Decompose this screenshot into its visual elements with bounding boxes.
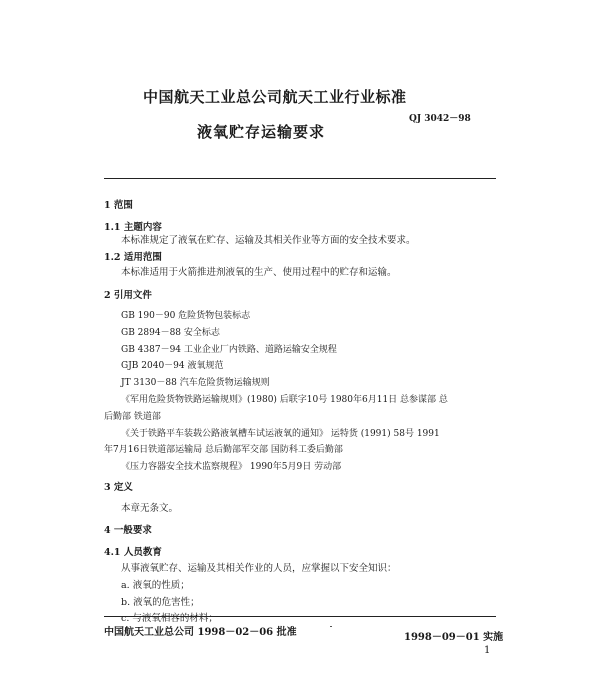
standard-header: 中国航天工业总公司航天工业行业标准 (143, 88, 407, 106)
section-1-1-heading: 1.1 主题内容 (104, 222, 162, 233)
reference-item: GB 2894－88 安全标志 (121, 328, 220, 338)
section-4-heading: 4 一般要求 (104, 525, 152, 536)
section-3-heading: 3 定义 (104, 482, 133, 493)
approval-statement: 中国航天工业总公司 1998－02－06 批准 (104, 627, 297, 638)
section-1-1-text: 本标准规定了液氧在贮存、运输及其相关作业等方面的安全技术要求。 (121, 235, 416, 246)
bottom-divider (104, 616, 496, 617)
section-1-2-text: 本标准适用于火箭推进剂液氧的生产、使用过程中的贮存和运输。 (121, 267, 397, 278)
reference-item: GJB 2040－94 液氧规范 (121, 361, 224, 371)
standard-code: QJ 3042－98 (409, 114, 471, 124)
top-divider (104, 178, 496, 179)
reference-item-continuation: 后勤部 铁道部 (104, 412, 161, 422)
reference-item: 《军用危险货物铁路运输规则》(1980) 后联字10号 1980年6月11日 总参谋部 总 (121, 395, 448, 405)
list-item: c. 与液氧相容的材料； (121, 613, 218, 624)
section-3-text: 本章无条文。 (121, 503, 179, 514)
page-number: 1 (484, 645, 491, 656)
reference-item: GB 190－90 危险货物包装标志 (121, 311, 251, 321)
section-1-heading: 1 范围 (104, 200, 133, 211)
section-4-1-text: 从事液氧贮存、运输及其相关作业的人员，应掌握以下安全知识： (121, 563, 397, 574)
section-4-1-heading: 4.1 人员教育 (104, 547, 162, 558)
scan-speck (330, 626, 332, 627)
list-item: a. 液氧的性质； (121, 580, 190, 591)
section-2-heading: 2 引用文件 (104, 290, 152, 301)
reference-item-continuation: 年7月16日铁道部运输局 总后勤部军交部 国防科工委后勤部 (104, 445, 343, 455)
document-title: 液氧贮存运输要求 (197, 123, 326, 141)
section-1-2-heading: 1.2 适用范围 (104, 252, 162, 263)
list-item: b. 液氧的危害性； (121, 597, 200, 608)
reference-item: 《压力容器安全技术监察规程》 1990年5月9日 劳动部 (121, 462, 342, 472)
reference-item: JT 3130－88 汽车危险货物运输规则 (121, 378, 270, 388)
reference-item: 《关于铁路平车装载公路液氧槽车试运液氧的通知》 运特货 (1991) 58号 1991 (121, 429, 440, 439)
reference-item: GB 4387－94 工业企业厂内铁路、道路运输安全规程 (121, 345, 337, 355)
implementation-date: 1998－09－01 实施 (404, 632, 504, 643)
